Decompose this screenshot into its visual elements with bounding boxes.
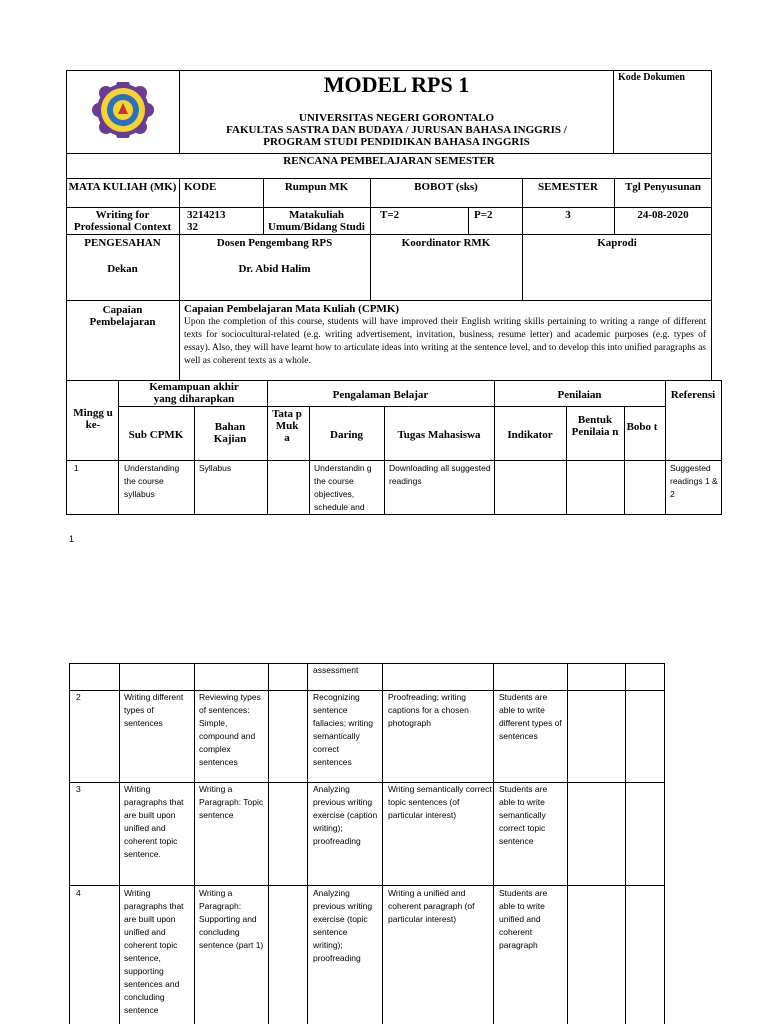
kaprodi-label: Kaprodi xyxy=(597,237,637,249)
row4-daring: Analyzing previous writing exercise (topic sentence writing); proofreading xyxy=(313,888,373,963)
course-name: Writing for Professional Context xyxy=(73,209,172,233)
row1-daring: Understandin g the course objectives, schedule and xyxy=(314,463,372,512)
page-number: 1 xyxy=(69,534,75,544)
row4-sub-cpmk: Writing paragraphs that are built upon unified and coherent topic sentence, supporting sentences and concluding sentence xyxy=(124,888,184,1015)
col-tatap: Tata p Muk a xyxy=(272,408,302,444)
course-date: 24-08-2020 xyxy=(637,209,689,221)
course-t: T=2 xyxy=(380,209,400,221)
row4-indikator: Students are able to write unified and coherent paragraph xyxy=(499,888,548,950)
row1-referensi: Suggested readings 1 & 2 xyxy=(670,463,718,499)
pengesahan-label: PENGESAHAN xyxy=(84,237,161,249)
col-rumpun: Rumpun MK xyxy=(284,181,349,193)
col-bobot: BOBOT (sks) xyxy=(414,181,478,193)
col-bahan: Bahan Kajian xyxy=(213,421,247,445)
dekan-label: Dekan xyxy=(107,263,138,275)
col-penilaian: Penilaian xyxy=(557,389,602,401)
col-referensi: Referensi xyxy=(670,389,716,401)
program-name: PROGRAM STUDI PENDIDIKAN BAHASA INGGRIS xyxy=(263,136,530,148)
institution-block xyxy=(180,112,613,148)
col-kode: KODE xyxy=(184,181,217,193)
row3-week: 3 xyxy=(76,784,81,794)
row3-bahan: Writing a Paragraph: Topic sentence xyxy=(199,784,264,820)
col-semester: SEMESTER xyxy=(538,181,598,193)
course-p: P=2 xyxy=(474,209,493,221)
course-semester: 3 xyxy=(565,209,571,221)
col-minggu: Mingg u ke- xyxy=(73,407,113,431)
capaian-label: Capaian Pembelajaran xyxy=(89,304,156,328)
row2-indikator: Students are able to write different types of sentences xyxy=(499,692,562,741)
row3-sub-cpmk: Writing paragraphs that are built upon unified and coherent topic sentence. xyxy=(124,784,184,859)
row4-bahan: Writing a Paragraph: Supporting and concluding sentence (part 1) xyxy=(199,888,264,950)
row4-week: 4 xyxy=(76,888,81,898)
row2-bahan: Reviewing types of sentences: Simple, compound and complex sentences xyxy=(199,692,261,767)
course-code: 3214213 32 xyxy=(187,209,226,233)
col-tgl: Tgl Penyusunan xyxy=(624,181,702,193)
col-indikator: Indikator xyxy=(507,429,553,441)
document-name: RENCANA PEMBELAJARAN SEMESTER xyxy=(283,155,495,167)
row3-indikator: Students are able to write semantically correct topic sentence xyxy=(499,784,548,846)
row4-tugas: Writing a unified and coherent paragraph (of particular interest) xyxy=(388,888,475,924)
dosen-label: Dosen Pengembang RPS xyxy=(216,237,333,249)
kode-dokumen-label: Kode Dokumen xyxy=(618,72,685,83)
col-bentuk: Bentuk Penilaia n xyxy=(571,414,619,438)
col-mata-kuliah: MATA KULIAH (MK) xyxy=(68,181,177,193)
col-kemampuan: Kemampuan akhir yang diharapkan xyxy=(149,381,239,405)
col-tugas: Tugas Mahasiswa xyxy=(397,429,481,441)
faculty-name: FAKULTAS SASTRA DAN BUDAYA / JURUSAN BAHASA INGGRIS / xyxy=(226,124,567,136)
row3-daring: Analyzing previous writing exercise (caption writing); proofreading xyxy=(313,784,378,846)
row1-week: 1 xyxy=(74,463,79,473)
row2-tugas: Proofreading; writing captions for a chosen photograph xyxy=(388,692,469,728)
row2-daring: Recognizing sentence fallacies; writing semantically correct sentences xyxy=(313,692,373,767)
row2-week: 2 xyxy=(76,692,81,702)
university-name: UNIVERSITAS NEGERI GORONTALO xyxy=(298,112,495,124)
row1-bahan: Syllabus xyxy=(199,463,232,473)
cpmk-body: Upon the completion of this course, students will have improved their English writing skills pertaining to writing a range of different texts for sociocultural-related (e.g. writing advertisement, invitation, business, resume letter) and academic purposes (e.g. types of essay). Also, they will have learnt how to articulate ideas into writing at the sentence level, and to develop this into unified paragraphs as well as coherent texts as a whole. xyxy=(184,317,706,366)
cpmk-heading: Capaian Pembelajaran Mata Kuliah (CPMK) xyxy=(184,303,400,315)
course-rumpun: Matakuliah Umum/Bidang Studi xyxy=(268,209,365,233)
koordinator-label: Koordinator RMK xyxy=(401,237,491,249)
row1-tugas: Downloading all suggested readings xyxy=(389,463,491,486)
col-sub-cpmk: Sub CPMK xyxy=(128,429,184,441)
col-pengalaman: Pengalaman Belajar xyxy=(332,389,429,401)
cont-daring: assessment xyxy=(313,665,359,675)
row3-tugas: Writing semantically correct topic sentences (of particular interest) xyxy=(388,784,492,820)
row1-sub-cpmk: Understanding the course syllabus xyxy=(124,463,180,499)
row2-sub-cpmk: Writing different types of sentences xyxy=(124,692,184,728)
col-bobot-penilaian: Bobo t xyxy=(626,421,658,433)
page-title: MODEL RPS 1 xyxy=(323,72,470,97)
dosen-name: Dr. Abid Halim xyxy=(238,263,311,275)
col-daring: Daring xyxy=(330,429,363,441)
university-logo xyxy=(92,82,154,138)
